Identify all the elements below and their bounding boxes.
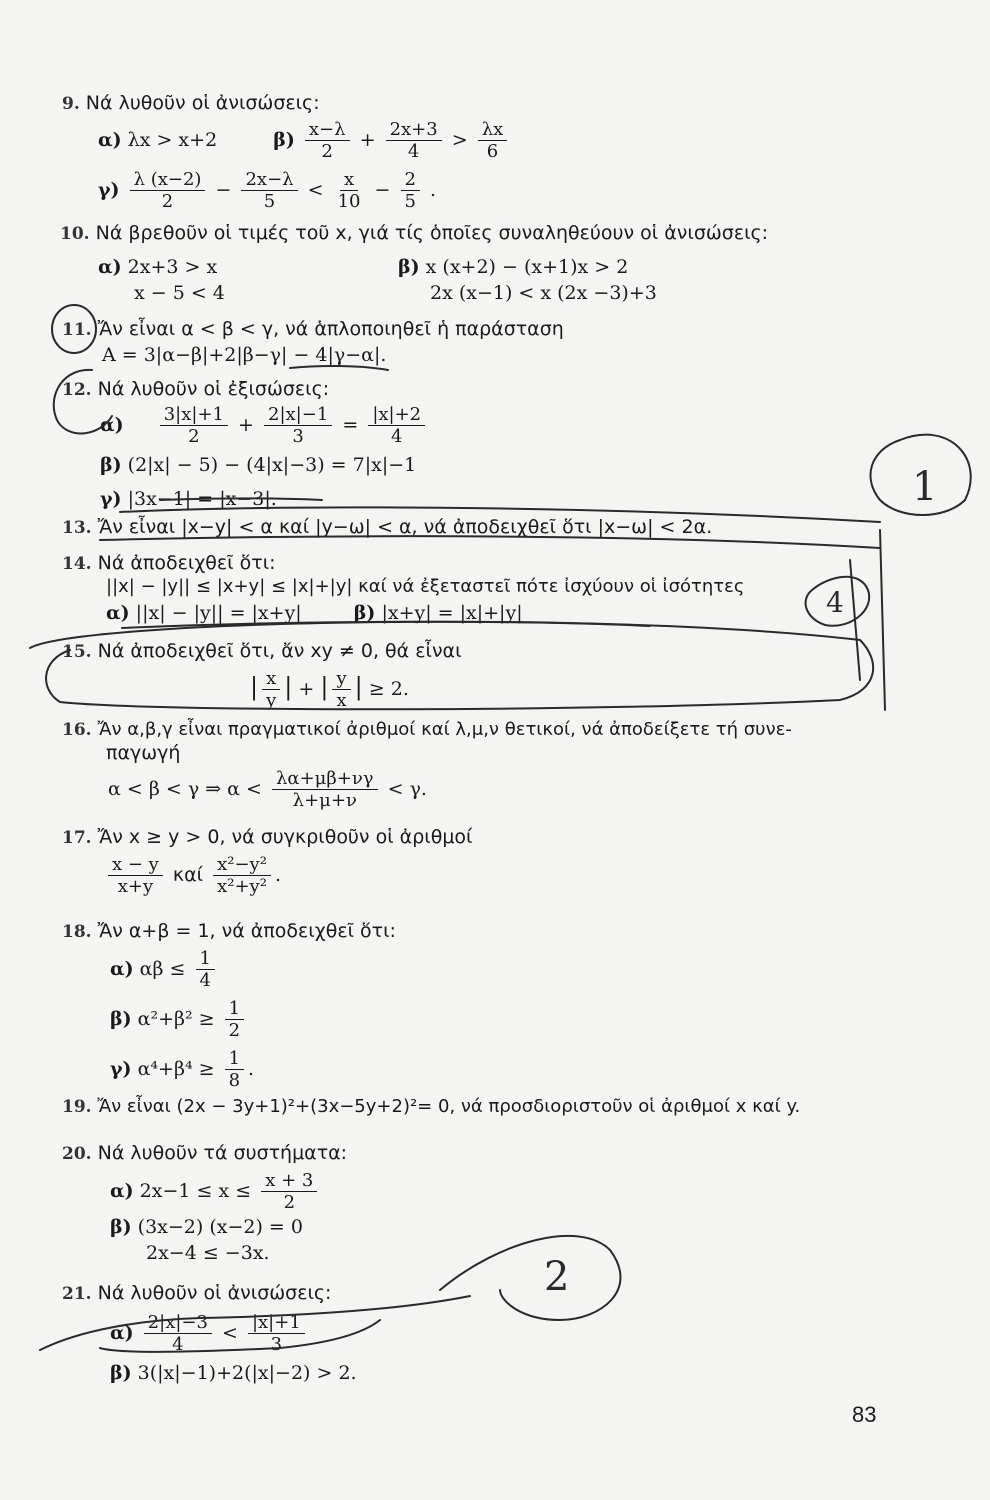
exercise-14-parts: α) ||x| − |y|| = |x+y| β) |x+y| = |x|+|y| xyxy=(106,602,523,624)
fraction: $\frac{\lambda (x-2)}{2}$ xyxy=(130,169,206,212)
exercise-15-inequality: | $\frac{x}{y}$ | + | $\frac{y}{x}$ | ≥ 2. xyxy=(250,668,409,711)
fraction: $\frac{1}{2}$ xyxy=(225,998,244,1041)
circle-mark-11 xyxy=(52,305,96,353)
handwritten-digit-2: 2 xyxy=(544,1254,570,1300)
exercise-20-part-b-line2: 2x−4 ≤ −3x. xyxy=(146,1242,270,1264)
handwritten-digit-4: 4 xyxy=(826,586,844,619)
fraction: $\frac{2}{5}$ xyxy=(401,169,420,212)
fraction: $\frac{1}{8}$ xyxy=(225,1048,244,1091)
fraction: $\frac{|x|+2}{4}$ xyxy=(368,404,425,447)
exercise-13: 13. Ἄν εἶναι |x−y| < α καί |y−ω| < α, νά ἀποδειχθεῖ ὅτι |x−ω| < 2α. xyxy=(62,516,713,538)
exercise-9-part-c: γ) $\frac{\lambda (x-2)}{2}$ − $\frac{2x-\lambda}{5}$ < $\frac{x}{10}$ − $\frac{2}{5}$ . xyxy=(98,169,437,212)
exercise-20-part-b: β) (3x−2) (x−2) = 0 xyxy=(110,1216,303,1238)
handwritten-digit-1: 1 xyxy=(912,464,938,510)
circle-mark-12 xyxy=(54,370,112,434)
circle-mark-2 xyxy=(440,1236,620,1320)
exercise-12-part-c: γ) |3x−1| = |x−3|. xyxy=(100,488,277,510)
exercise-11-expression: A = 3|α−β|+2|β−γ| − 4|γ−α|. xyxy=(102,344,387,366)
exercise-12-part-b: β) (2|x| − 5) − (4|x|−3) = 7|x|−1 xyxy=(100,454,417,476)
exercise-20-stem: 20. Νά λυθοῦν τά συστήματα: xyxy=(62,1142,348,1164)
fraction: $\frac{y}{x}$ xyxy=(332,668,350,711)
exercise-18-stem: 18. Ἄν α+β = 1, νά ἀποδειχθεῖ ὅτι: xyxy=(62,920,396,942)
strike-mark-13a xyxy=(120,507,880,522)
fraction: $\frac{3|x|+1}{2}$ xyxy=(160,404,228,447)
exercise-10-part-b-line2: 2x (x−1) < x (2x −3)+3 xyxy=(430,282,657,304)
strike-mark-13b xyxy=(100,536,880,548)
underline-mark-12c xyxy=(160,499,322,501)
exercise-14-stem: 14. Νά ἀποδειχθεῖ ὅτι: xyxy=(62,552,276,574)
exercise-17-stem: 17. Ἄν x ≥ y > 0, νά συγκριθοῦν οἱ ἀριθμοί xyxy=(62,826,473,848)
fraction: $\frac{2|x|-1}{3}$ xyxy=(264,404,332,447)
exercise-10-part-a: α) 2x+3 > x xyxy=(98,256,218,278)
loop-mark-15 xyxy=(30,622,873,710)
exercise-21-stem: 21. Νά λυθοῦν οἱ ἀνισώσεις: xyxy=(62,1282,332,1304)
exercise-14-statement: ||x| − |y|| ≤ |x+y| ≤ |x|+|y| καί νά ἐξεταστεῖ πότε ἰσχύουν οἱ ἰσότητες xyxy=(106,576,745,597)
fraction: $\frac{\text{x²−y²}}{\text{x²+y²}}$ xyxy=(213,854,271,897)
exercise-10-part-a-line2: x − 5 < 4 xyxy=(134,282,225,304)
exercise-18-part-c: γ) α⁴+β⁴ ≥ $\frac{1}{8}$ . xyxy=(110,1048,255,1091)
fraction: $\frac{|x|+1}{3}$ xyxy=(248,1312,305,1355)
exercise-17-fractions: $\frac{x - y}{x+y}$ καί $\frac{\text{x²−y²}}{\text{x²+y²}}$ . xyxy=(104,852,281,898)
fraction: $\frac{\lambda\alpha+\mu\beta+\nu\gamma}{\lambda+\mu+\nu}$ xyxy=(272,768,378,811)
fraction: $\frac{x}{y}$ xyxy=(262,668,280,711)
exercise-18-part-b: β) α²+β² ≥ $\frac{1}{2}$ xyxy=(110,996,248,1042)
fraction: $\frac{x}{10}$ xyxy=(337,169,361,212)
page-number: 83 xyxy=(852,1402,877,1427)
fraction: $\frac{2|x|-3}{4}$ xyxy=(144,1312,212,1355)
exercise-9-stem: 9. Νά λυθοῦν οἱ ἀνισώσεις: xyxy=(62,92,320,114)
fraction: $\frac{\lambda x}{6}$ xyxy=(478,119,508,162)
fraction: $\frac{x + 3}{2}$ xyxy=(261,1170,317,1213)
exercise-19: 19. Ἄν εἶναι (2x − 3y+1)²+(3x−5y+2)²= 0, νά προσδιοριστοῦν οἱ ἀριθμοί x καί y. xyxy=(62,1096,801,1117)
fraction: $\frac{x-\lambda}{2}$ xyxy=(305,119,350,162)
exercise-12-part-a: α) $\frac{3|x|+1}{2}$ + $\frac{2|x|-1}{3}$ = $\frac{|x|+2}{4}$ xyxy=(100,402,429,448)
exercise-10-stem: 10. Νά βρεθοῦν οἱ τιμές τοῦ x, γιά τίς ὁποῖες συναληθεύουν οἱ ἀνισώσεις: xyxy=(60,222,769,244)
underline-mark-11 xyxy=(290,366,388,370)
underline-mark-21 xyxy=(40,1296,470,1350)
exercise-12-stem: 12. Νά λυθοῦν οἱ ἐξισώσεις: xyxy=(62,378,330,400)
exercise-20-part-a: α) 2x−1 ≤ x ≤ $\frac{x + 3}{2}$ xyxy=(110,1168,321,1214)
loop-mark-21a xyxy=(100,1320,380,1352)
stroke-mark-right-1 xyxy=(880,530,885,710)
exercise-21-part-a: α) $\frac{2|x|-3}{4}$ < $\frac{|x|+1}{3}$ xyxy=(110,1310,309,1356)
fraction: $\frac{x - y}{x+y}$ xyxy=(108,854,163,897)
exercise-9-parts-ab: α) λx > x+2 β) $\frac{x-\lambda}{2}$ + $\frac{2x+3}{4}$ > $\frac{\lambda x}{6}$ xyxy=(98,118,511,162)
exercise-16-implication: α < β < γ ⇒ α < $\frac{\lambda\alpha+\mu\beta+\nu\gamma}{\lambda+\mu+\nu}$ < γ. xyxy=(108,768,427,811)
exercise-11-stem: 11. Ἄν εἶναι α < β < γ, νά ἁπλοποιηθεῖ ἡ παράσταση xyxy=(62,318,564,340)
exercise-10-part-b: β) x (x+2) − (x+1)x > 2 xyxy=(398,256,629,278)
fraction: $\frac{1}{4}$ xyxy=(196,948,215,991)
exercise-21-part-b: β) 3(|x|−1)+2(|x|−2) > 2. xyxy=(110,1362,357,1384)
exercise-15-stem: 15. Νά ἀποδειχθεῖ ὅτι, ἄν xy ≠ 0, θά εἶναι xyxy=(62,640,462,662)
fraction: $\frac{2x-\lambda}{5}$ xyxy=(241,169,297,212)
exercise-16-stem: 16. Ἄν α,β,γ εἶναι πραγματικοί ἀριθμοί καί λ,μ,ν θετικοί, νά ἀποδείξετε τή συνε- xyxy=(62,719,792,740)
exercise-16-stem-cont: παγωγή xyxy=(106,742,181,764)
exercise-18-part-a: α) αβ ≤ $\frac{1}{4}$ xyxy=(110,946,219,992)
fraction: $\frac{2x+3}{4}$ xyxy=(386,119,442,162)
